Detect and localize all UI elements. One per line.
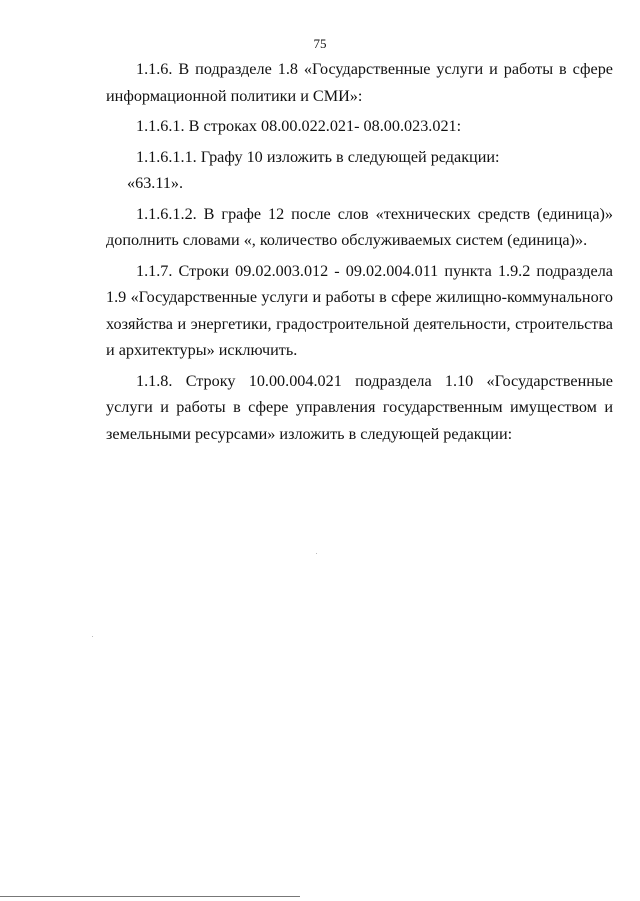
document-body	[106, 56, 613, 447]
paragraph-1-1-6-1: 1.1.6.1. В строках 08.00.022.021- 08.00.023.021:	[136, 117, 462, 135]
paragraph-1-1-6-1-2: 1.1.6.1.2. В графе 12 после слов «технических средств (единица)» дополнить словами «, количество обслуживаемых систем (единица)».	[106, 204, 613, 249]
paragraph-1-1-6: 1.1.6. В подразделе 1.8 «Государственные услуги и работы в сфере информационной политики и СМИ»:	[106, 60, 613, 105]
scan-speck	[316, 553, 317, 554]
paragraph-1-1-7: 1.1.7. Строки 09.02.003.012 - 09.02.004.011 пункта 1.9.2 подраздела 1.9 «Государственные услуги и работы в сфере жилищно-коммунального хозяйства и энергетики, градостроительной деятельности, строительства и архитектуры» исключить.	[106, 261, 613, 359]
bottom-rule	[0, 896, 300, 897]
paragraph-1-1-8: 1.1.8. Строку 10.00.004.021 подраздела 1.10 «Государственные услуги и работы в сфере управления государственным имуществом и земельными ресурсами» изложить в следующей редакции:	[106, 371, 613, 443]
scan-speck	[92, 636, 93, 637]
paragraph-1-1-6-1-1: 1.1.6.1.1. Графу 10 изложить в следующей редакции:	[136, 147, 500, 166]
page-number: 75	[313, 36, 327, 51]
paragraph-quoted-value: «63.11».	[127, 174, 184, 192]
